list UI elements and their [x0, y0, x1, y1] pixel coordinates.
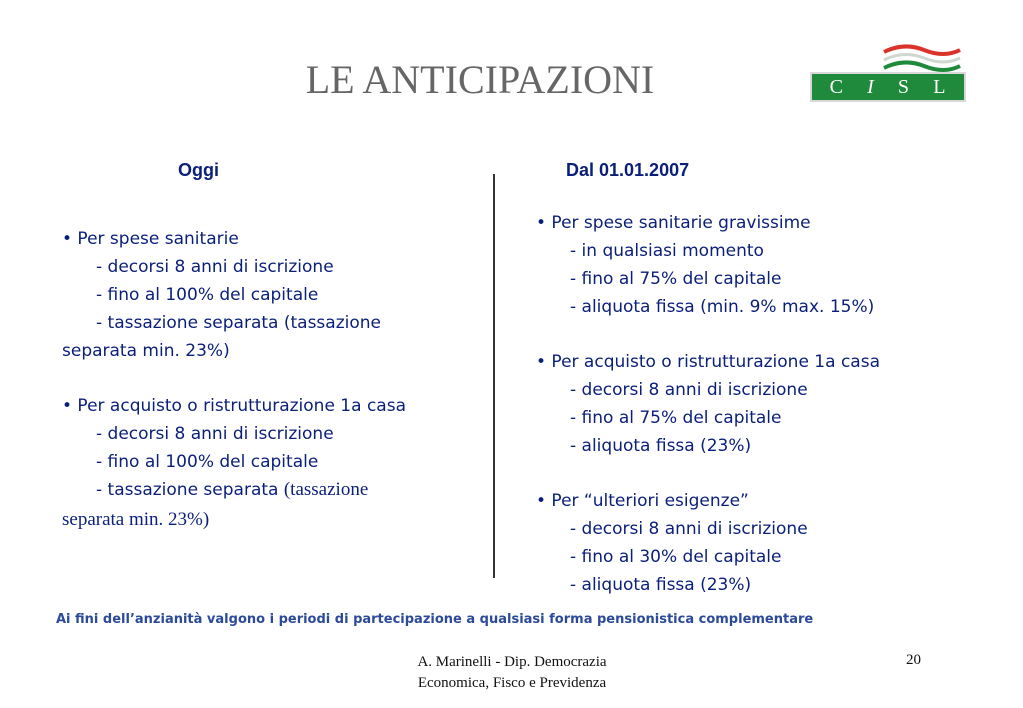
bullet-item: • Per acquisto o ristrutturazione 1a casa — [62, 396, 406, 416]
logo-letter: C — [829, 75, 844, 98]
sub-item: - aliquota fissa (23%) — [570, 575, 752, 595]
logo-letter: I — [867, 75, 875, 98]
left-column-heading: Oggi — [178, 160, 219, 180]
sub-item-continuation: separata min. 23%) — [62, 341, 230, 361]
slide-title: LE ANTICIPAZIONI — [305, 57, 655, 102]
bullet-item: • Per acquisto o ristrutturazione 1a casa — [536, 352, 880, 372]
sub-item: - aliquota fissa (23%) — [570, 436, 752, 456]
sub-item: - decorsi 8 anni di iscrizione — [570, 519, 808, 539]
sub-item: - fino al 100% del capitale — [96, 285, 319, 305]
sub-item: - fino al 75% del capitale — [570, 408, 782, 428]
footer-line: Economica, Fisco e Previdenza — [417, 675, 607, 691]
right-column — [536, 209, 880, 599]
sub-item-text-serif: (tassazione — [283, 479, 369, 500]
page-number: 20 — [906, 652, 921, 668]
cisl-logo — [810, 44, 966, 102]
sub-item: - tassazione separata (tassazione — [96, 313, 381, 333]
footer-credit — [380, 652, 644, 694]
footnote: Ai fini dell’anzianità valgono i periodi di partecipazione a qualsiasi forma pensionistica complementare — [56, 612, 814, 627]
sub-item: - decorsi 8 anni di iscrizione — [570, 380, 808, 400]
left-column — [62, 225, 406, 534]
column-divider — [493, 174, 495, 578]
sub-item-text: - tassazione separata — [96, 480, 279, 500]
footer-line: A. Marinelli - Dip. Democrazia — [417, 654, 607, 670]
sub-item: - aliquota fissa (min. 9% max. 15%) — [570, 297, 875, 317]
sub-item: - fino al 100% del capitale — [96, 452, 319, 472]
sub-item: - decorsi 8 anni di iscrizione — [96, 257, 334, 277]
bullet-item: • Per “ulteriori esigenze” — [536, 491, 749, 511]
logo-box — [810, 72, 966, 102]
right-column-heading: Dal 01.01.2007 — [566, 160, 690, 180]
flag-waves-icon — [882, 44, 962, 74]
sub-item — [62, 476, 406, 506]
bullet-item: • Per spese sanitarie gravissime — [536, 213, 811, 233]
bullet-item: • Per spese sanitarie — [62, 229, 239, 249]
sub-item: - fino al 75% del capitale — [570, 269, 782, 289]
sub-item: - fino al 30% del capitale — [570, 547, 782, 567]
sub-item: - decorsi 8 anni di iscrizione — [96, 424, 334, 444]
logo-letter: S — [897, 75, 911, 98]
sub-item-continuation: separata min. 23%) — [62, 509, 210, 530]
sub-item: - in qualsiasi momento — [570, 241, 764, 261]
logo-letter: L — [933, 75, 947, 98]
